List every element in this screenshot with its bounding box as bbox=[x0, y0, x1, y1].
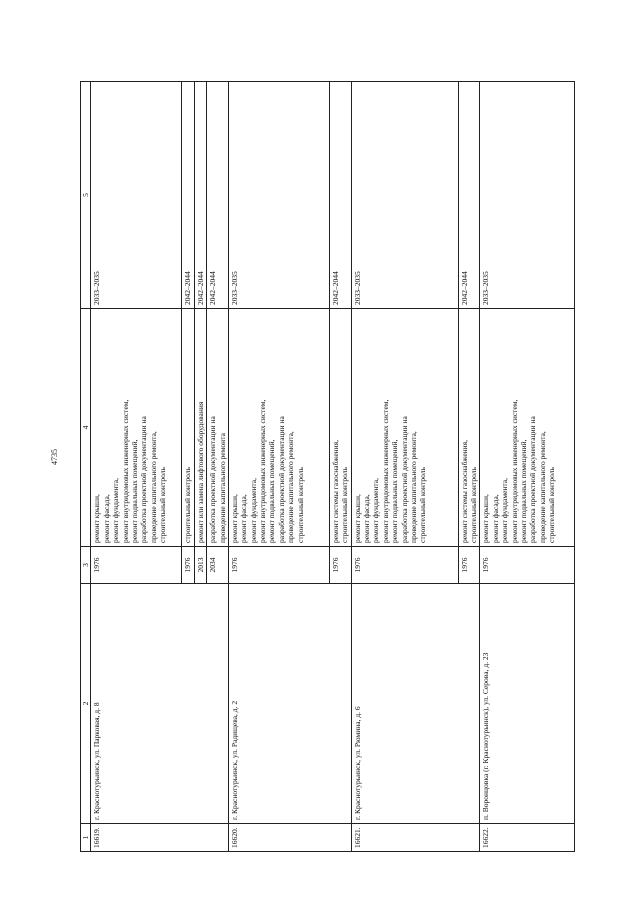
work-item: ремонт подвальных помещений, bbox=[390, 439, 400, 543]
row-year: 1976 bbox=[480, 547, 575, 584]
row-works bbox=[351, 309, 458, 547]
row-year: 1976 bbox=[91, 547, 182, 584]
column-header-1: 1 bbox=[81, 824, 91, 852]
work-item: ремонт фасада, bbox=[490, 494, 500, 543]
table-row bbox=[228, 82, 329, 852]
row-address: г. Краснотурьинск, ул. Радищева, д. 2 bbox=[228, 584, 351, 824]
work-item: строительный контроль bbox=[469, 467, 478, 543]
row-year: 1976 bbox=[182, 547, 194, 584]
work-item: разработка проектной документации на bbox=[276, 416, 286, 543]
work-item: ремонт фундамента, bbox=[248, 478, 258, 543]
table-row bbox=[91, 82, 182, 852]
page-number: 4735 bbox=[50, 449, 59, 465]
work-item: ремонт крыши, bbox=[229, 494, 239, 543]
column-header-2: 2 bbox=[81, 584, 91, 824]
row-works bbox=[207, 309, 229, 547]
work-item: строительный контроль bbox=[547, 467, 556, 543]
work-item: разработка проектной документации на bbox=[208, 416, 218, 543]
row-works bbox=[182, 309, 194, 547]
row-year: 1976 bbox=[351, 547, 458, 584]
work-item: строительный контроль bbox=[418, 467, 428, 543]
row-works bbox=[194, 309, 206, 547]
row-year: 2034 bbox=[207, 547, 229, 584]
row-address: г. Краснотурьинск, ул. Рюмина, д. 6 bbox=[351, 584, 480, 824]
row-year: 2013 bbox=[194, 547, 206, 584]
work-item: строительный контроль bbox=[340, 467, 350, 543]
row-number: 16619. bbox=[91, 824, 229, 852]
row-number: 16622. bbox=[480, 824, 575, 852]
rotated-table-wrapper bbox=[80, 82, 600, 852]
column-header-4: 4 bbox=[81, 309, 91, 547]
column-header-5: 5 bbox=[81, 82, 91, 309]
row-period: 2042–2044 bbox=[194, 82, 206, 309]
work-item: проведение капитального ремонта, bbox=[408, 431, 418, 543]
row-year: 1976 bbox=[329, 547, 351, 584]
row-address: г. Краснотурьинск, ул. Парковая, д. 8 bbox=[91, 584, 229, 824]
row-period: 2033–2035 bbox=[228, 82, 329, 309]
work-item: ремонт фундамента, bbox=[500, 478, 510, 543]
row-period: 2042–2044 bbox=[458, 82, 480, 309]
work-item: разработка проектной документации на bbox=[399, 416, 409, 543]
row-period: 2042–2044 bbox=[182, 82, 194, 309]
work-item: разработка проектной документации на bbox=[139, 416, 149, 543]
work-item: ремонт внутридомовых инженерных систем, bbox=[509, 399, 519, 543]
work-item: ремонт подвальных помещений, bbox=[518, 439, 528, 543]
row-year: 1976 bbox=[458, 547, 480, 584]
work-item: ремонт внутридомовых инженерных систем, bbox=[120, 399, 130, 543]
work-item: проведение капитального ремонта, bbox=[286, 431, 296, 543]
work-item: ремонт фундамента, bbox=[371, 478, 381, 543]
row-number: 16620. bbox=[228, 824, 351, 852]
row-number: 16621. bbox=[351, 824, 480, 852]
work-item: строительный контроль bbox=[158, 467, 167, 543]
work-item: ремонт внутридомовых инженерных систем, bbox=[258, 399, 267, 543]
work-item: ремонт фасада, bbox=[239, 494, 249, 543]
row-period: 2042–2044 bbox=[329, 82, 351, 309]
row-period: 2033–2035 bbox=[480, 82, 575, 309]
work-item: ремонт подвальных помещений, bbox=[129, 439, 139, 543]
work-item: ремонт системы газоснабжения, bbox=[330, 439, 340, 543]
work-item: ремонт крыши, bbox=[352, 494, 362, 543]
work-item: ремонт фундамента, bbox=[111, 478, 121, 543]
work-item: ремонт крыши, bbox=[92, 494, 102, 543]
row-period: 2042–2044 bbox=[207, 82, 229, 309]
row-address: п. Воронцовка (г. Краснотурьинск), ул. Серова, д. 23 bbox=[480, 584, 575, 824]
work-item: проведение капитального ремонта bbox=[217, 433, 227, 543]
column-header-3: 3 bbox=[81, 547, 91, 584]
work-item: проведение капитального ремонта, bbox=[537, 431, 547, 543]
work-item: проведение капитального ремонта, bbox=[148, 431, 158, 543]
row-works bbox=[458, 309, 480, 547]
work-item: ремонт фасада, bbox=[362, 494, 371, 543]
work-item: ремонт фасада, bbox=[101, 494, 111, 543]
row-works bbox=[91, 309, 182, 547]
work-item: строительный контроль bbox=[183, 467, 193, 543]
work-item: ремонт внутридомовых инженерных систем, bbox=[380, 399, 390, 543]
work-item: ремонт системы газоснабжения, bbox=[459, 439, 469, 543]
work-item: ремонт подвальных помещений, bbox=[267, 439, 277, 543]
work-item: строительный контроль bbox=[295, 467, 305, 543]
work-item: разработка проектной документации на bbox=[528, 416, 538, 543]
row-period: 2033–2035 bbox=[351, 82, 458, 309]
row-period: 2033–2035 bbox=[91, 82, 182, 309]
table-row bbox=[351, 82, 458, 852]
work-item: ремонт крыши, bbox=[481, 494, 491, 543]
work-item: ремонт или замена лифтового оборудования bbox=[195, 401, 205, 543]
table-row bbox=[480, 82, 575, 852]
row-works bbox=[228, 309, 329, 547]
row-works bbox=[480, 309, 575, 547]
row-year: 1976 bbox=[228, 547, 329, 584]
register-table bbox=[80, 81, 575, 852]
header-row bbox=[81, 82, 91, 852]
row-works bbox=[329, 309, 351, 547]
